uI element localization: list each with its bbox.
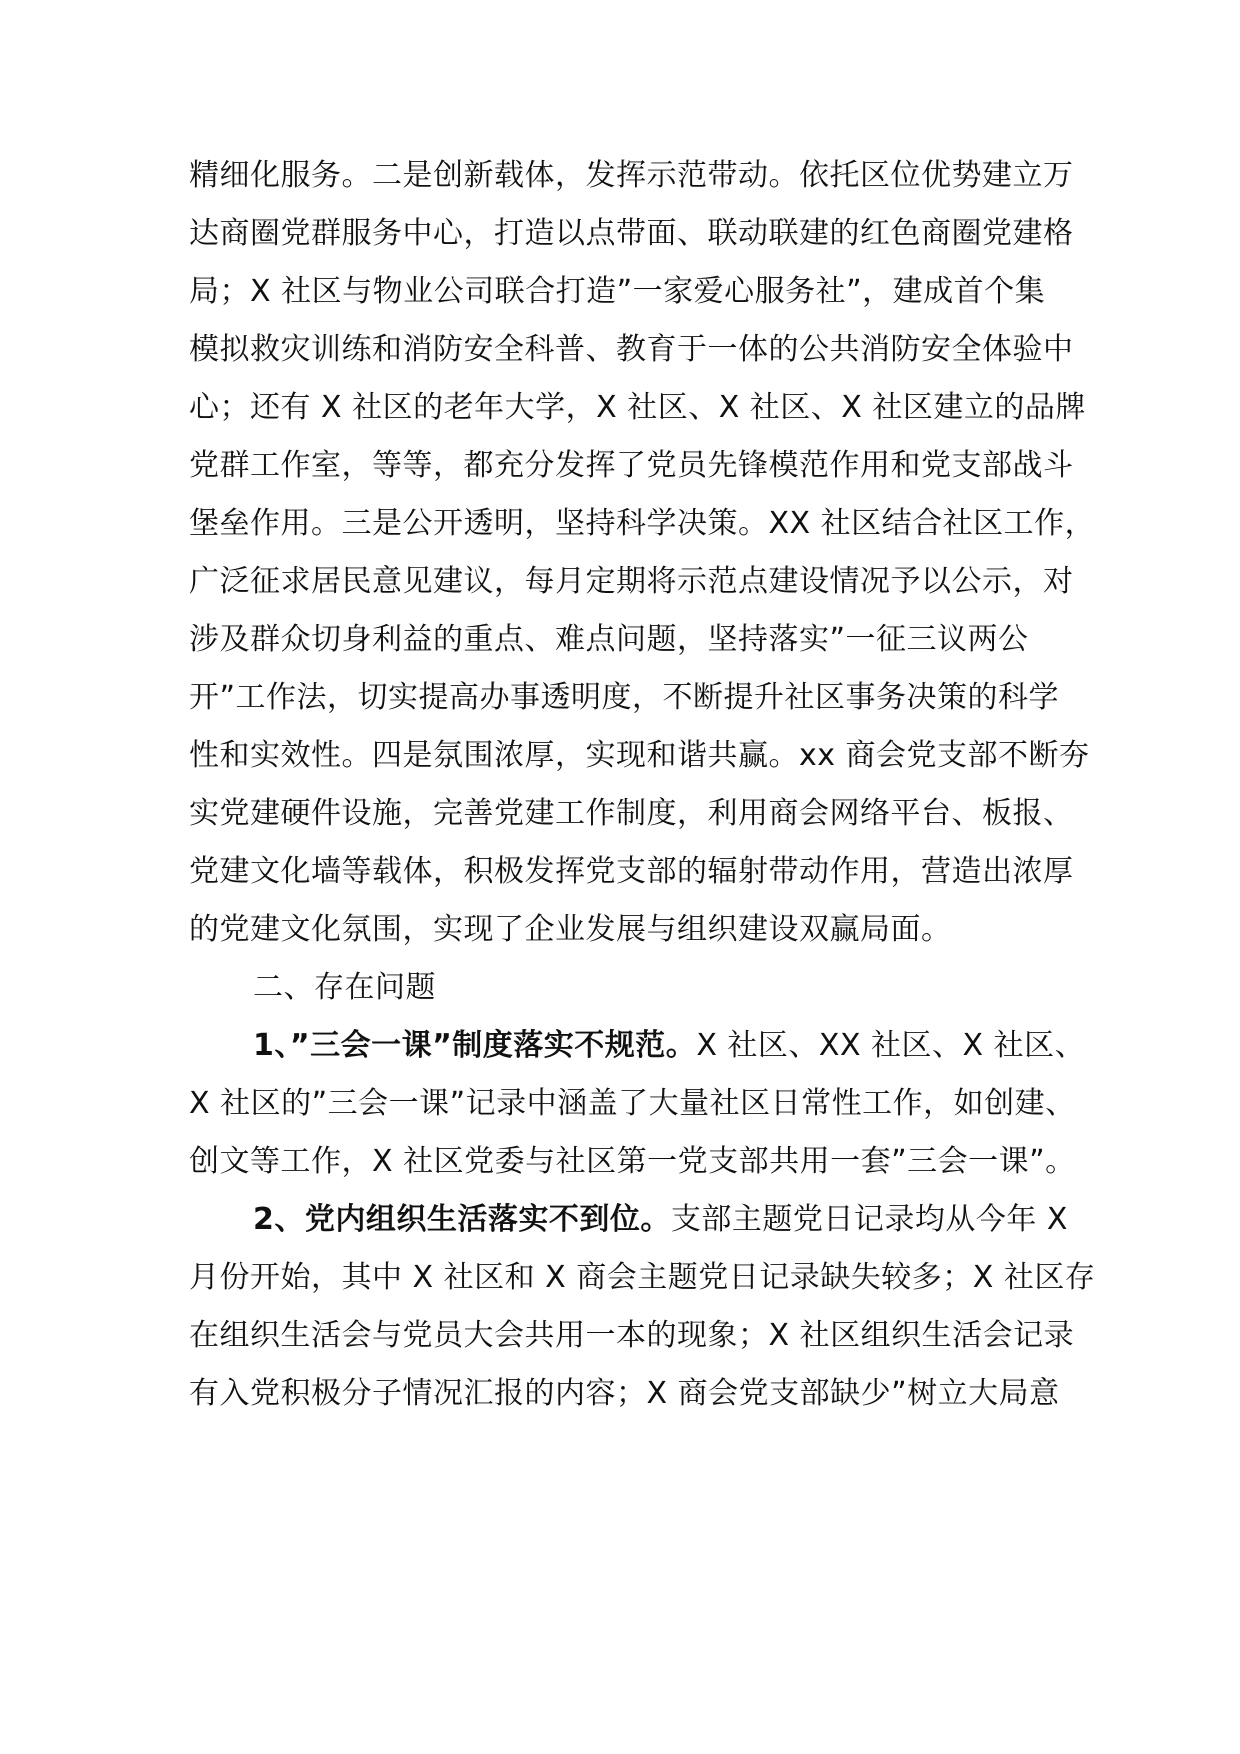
section-heading: 二、存在问题 bbox=[253, 970, 436, 1005]
paragraph-line: 心；还有 X 社区的老年大学，X 社区、X 社区、X 社区建立的品牌 bbox=[189, 390, 1086, 425]
paragraph-line: 涉及群众切身利益的重点、难点问题，坚持落实”一征三议两公 bbox=[189, 622, 1029, 657]
paragraph-line: 的党建文化氛围，实现了企业发展与组织建设双赢局面。 bbox=[189, 912, 952, 947]
item1-text: X 社区、XX 社区、X 社区、 bbox=[696, 1028, 1086, 1063]
item2-title: 2、党内组织生活落实不到位。 bbox=[253, 1202, 671, 1237]
paragraph-line: 模拟救灾训练和消防安全科普、教育于一体的公共消防安全体验中 bbox=[189, 332, 1074, 367]
paragraph-line: 广泛征求居民意见建议，每月定期将示范点建设情况予以公示，对 bbox=[189, 564, 1074, 599]
item1-first-line bbox=[253, 1022, 1086, 1070]
paragraph-line: 精细化服务。二是创新载体，发挥示范带动。依托区位优势建立万 bbox=[189, 158, 1074, 193]
item2-text: 支部主题党日记录均从今年 X bbox=[670, 1202, 1068, 1237]
paragraph-line: 开”工作法，切实提高办事透明度，不断提升社区事务决策的科学 bbox=[189, 680, 1060, 715]
paragraph-line: 党建文化墙等载体，积极发挥党支部的辐射带动作用，营造出浓厚 bbox=[189, 854, 1074, 889]
paragraph-line: 堡垒作用。三是公开透明，坚持科学决策。XX 社区结合社区工作， bbox=[189, 506, 1096, 541]
item1-line: X 社区的”三会一课”记录中涵盖了大量社区日常性工作，如创建、 bbox=[189, 1086, 1076, 1121]
paragraph-line: 党群工作室，等等，都充分发挥了党员先锋模范作用和党支部战斗 bbox=[189, 448, 1074, 483]
item1-title: 1、”三会一课”制度落实不规范。 bbox=[253, 1028, 697, 1063]
item2-line: 在组织生活会与党员大会共用一本的现象；X 社区组织生活会记录 bbox=[189, 1318, 1075, 1353]
paragraph-line: 性和实效性。四是氛围浓厚，实现和谐共赢。xx 商会党支部不断夯 bbox=[189, 738, 1090, 773]
item2-line: 有入党积极分子情况汇报的内容；X 商会党支部缺少”树立大局意 bbox=[189, 1376, 1060, 1411]
item2-first-line bbox=[253, 1196, 1069, 1244]
item1-line: 创文等工作，X 社区党委与社区第一党支部共用一套”三会一课”。 bbox=[189, 1144, 1076, 1179]
item2-line: 月份开始，其中 X 社区和 X 商会主题党日记录缺失较多；X 社区存 bbox=[189, 1260, 1096, 1295]
paragraph-line: 局；X 社区与物业公司联合打造”一家爱心服务社”，建成首个集 bbox=[189, 274, 1046, 309]
paragraph-line: 达商圈党群服务中心，打造以点带面、联动联建的红色商圈党建格 bbox=[189, 216, 1074, 251]
paragraph-line: 实党建硬件设施，完善党建工作制度，利用商会网络平台、板报、 bbox=[189, 796, 1074, 831]
